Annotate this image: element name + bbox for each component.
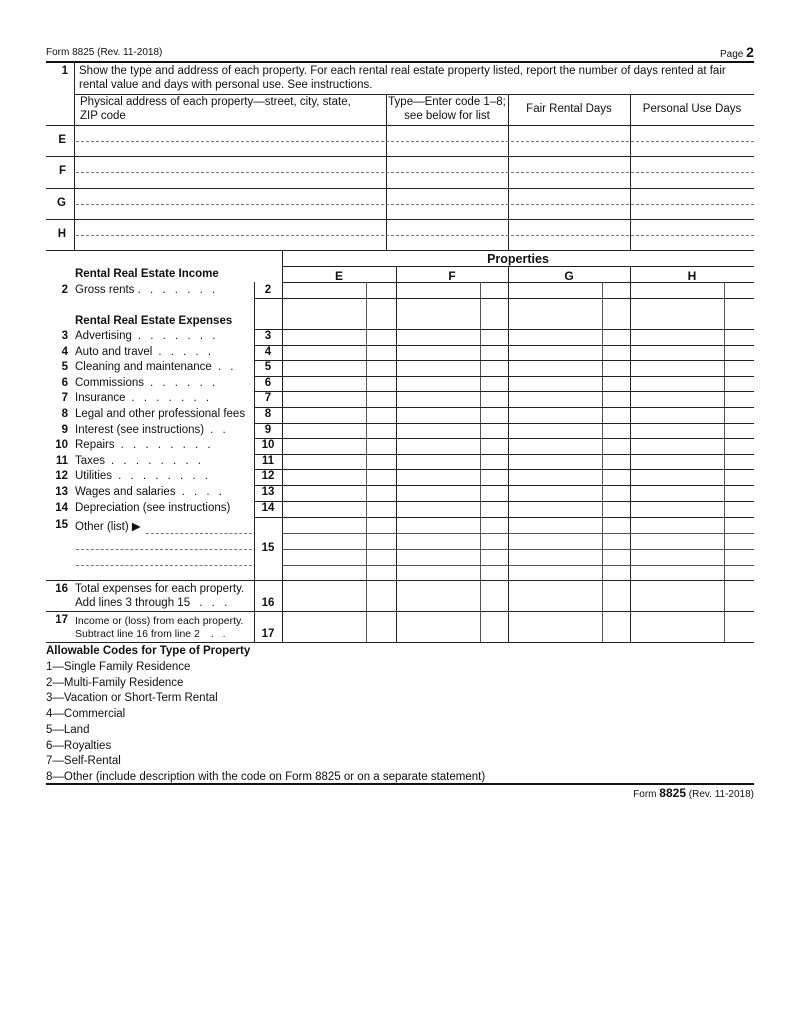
line-4-text: Auto and travel	[75, 345, 153, 358]
property-f-line-10-amount-input[interactable]	[398, 440, 478, 452]
other-list-label: Other (list) ▶	[75, 521, 141, 533]
property-row-label-g: G	[57, 197, 66, 209]
box-12: 12	[261, 470, 275, 483]
property-g-line-4-amount-input[interactable]	[510, 347, 600, 359]
line-5-text: Cleaning and maintenance	[75, 361, 212, 374]
property-g-line-11-amount-input[interactable]	[510, 456, 600, 468]
line-17-bottom	[46, 642, 754, 643]
property-e-line-3-amount-input[interactable]	[284, 331, 364, 343]
line-5-number: 5	[61, 361, 68, 374]
line-17-dots: . .	[210, 628, 229, 640]
line-13-label	[75, 486, 225, 498]
codes-heading: Allowable Codes for Type of Property	[46, 645, 251, 657]
property-e-line-7-amount-input[interactable]	[284, 393, 364, 405]
properties-col-f: F	[448, 269, 456, 283]
page-word: Page	[720, 49, 744, 60]
other-list-line-3	[76, 565, 252, 566]
property-e-left	[282, 250, 283, 642]
line-15-number: 15	[55, 519, 68, 531]
property-h-line-16-amount-input[interactable]	[632, 597, 722, 609]
property-f-line-7-amount-input[interactable]	[398, 393, 478, 405]
property-h-personal-days-input[interactable]	[634, 222, 750, 235]
page-number: 2	[746, 44, 754, 60]
footer-form-label	[620, 786, 754, 800]
line-9-dots: . .	[210, 423, 229, 436]
property-f-line-9-amount-input[interactable]	[398, 425, 478, 437]
property-e-address-input[interactable]	[80, 128, 380, 141]
footer-rev: (Rev. 11-2018)	[688, 789, 754, 800]
property-h-line-5-amount-input[interactable]	[632, 362, 722, 374]
property-g-line-7-amount-input[interactable]	[510, 393, 600, 405]
type-column-header-2: see below for list	[404, 110, 490, 122]
line-8-number: 8	[61, 408, 68, 420]
property-g-type-input[interactable]	[390, 191, 504, 204]
line-14-number: 14	[55, 501, 68, 514]
box-2: 2	[264, 284, 272, 296]
line-9-top-rule	[254, 423, 754, 424]
property-g-line-16-amount-input[interactable]	[510, 597, 600, 609]
line-9-label	[75, 424, 229, 436]
property-h-line-10-amount-input[interactable]	[632, 440, 722, 452]
gross-rents-label	[75, 284, 218, 296]
address-column-header-1: Physical address of each property—street, city, state,	[80, 96, 351, 108]
line-5-label	[75, 361, 236, 373]
property-g-address-input[interactable]	[80, 191, 380, 204]
line-8-text: Legal and other professional fees	[75, 408, 246, 420]
line-15-bottom	[46, 580, 754, 581]
line-6-label	[75, 377, 218, 389]
property-g-line-5-amount-input[interactable]	[510, 362, 600, 374]
property-f-line-14-amount-input[interactable]	[398, 503, 478, 515]
line-8-label	[75, 408, 245, 420]
box-5: 5	[264, 361, 272, 374]
property-g-line-10-amount-input[interactable]	[510, 440, 600, 452]
line-14-text: Depreciation (see instructions)	[75, 501, 231, 514]
code-item: 7—Self-Rental	[46, 755, 121, 768]
property-e-line-13-amount-input[interactable]	[284, 487, 364, 499]
row-e-bottom	[46, 156, 754, 157]
property-h-type-input[interactable]	[390, 222, 504, 235]
property-g-line-8-amount-input[interactable]	[510, 409, 600, 421]
property-h-line-7-amount-input[interactable]	[632, 393, 722, 405]
property-g-line-6-amount-input[interactable]	[510, 378, 600, 390]
line-1-number: 1	[61, 65, 68, 77]
property-f-line-12-amount-input[interactable]	[398, 471, 478, 483]
line1-header-bottom	[46, 125, 754, 126]
properties-col-rule	[282, 282, 754, 283]
property-f-line-15-amount-input[interactable]	[398, 567, 478, 579]
form-revision-label: Form 8825 (Rev. 11-2018)	[46, 47, 163, 58]
line-6-dots: . . . . . .	[150, 376, 219, 389]
line-13-text: Wages and salaries	[75, 486, 176, 498]
property-h-line-13-amount-input[interactable]	[632, 487, 722, 499]
properties-title-rule	[282, 266, 754, 267]
code-item: 6—Royalties	[46, 739, 112, 752]
property-f-line-11-amount-input[interactable]	[398, 456, 478, 468]
box-17: 17	[261, 628, 275, 640]
line-12-label	[75, 470, 211, 482]
box-13: 13	[261, 486, 275, 498]
code-item: 3—Vacation or Short-Term Rental	[46, 692, 218, 705]
line-15-sub-2	[282, 549, 754, 550]
gross-rents-dots: . . . . . . .	[137, 284, 219, 296]
line-16-dots: . . .	[199, 597, 231, 609]
box-7: 7	[264, 392, 272, 405]
line-13-number: 13	[55, 486, 68, 498]
line-2-number: 2	[61, 284, 68, 296]
line-11-label	[75, 455, 204, 467]
properties-col-h: H	[687, 269, 697, 283]
box-16: 16	[261, 597, 275, 609]
property-e-line-5-amount-input[interactable]	[284, 362, 364, 374]
line-7-text: Insurance	[75, 392, 126, 405]
properties-col-e: E	[334, 269, 343, 283]
property-g-cents	[602, 282, 603, 642]
line-15-sub-3	[282, 565, 754, 566]
other-expense-description-input-2[interactable]	[78, 536, 252, 548]
line1-table-bottom	[46, 250, 754, 251]
property-e-line-14-amount-input[interactable]	[284, 503, 364, 515]
property-f-cents	[480, 282, 481, 642]
line-7-top-rule	[254, 391, 754, 392]
property-f-fair-days-input[interactable]	[512, 159, 626, 172]
property-f-line-3-amount-input[interactable]	[398, 331, 478, 343]
box-15: 15	[261, 542, 275, 554]
row-h-divider	[76, 235, 754, 236]
line-2-bottom	[254, 298, 754, 299]
line-4-number: 4	[61, 345, 68, 358]
line-9-number: 9	[61, 423, 68, 436]
line-4-label	[75, 346, 214, 358]
line-10-dots: . . . . . . . .	[120, 439, 214, 452]
property-e-line-12-amount-input[interactable]	[284, 471, 364, 483]
property-e-type-input[interactable]	[390, 128, 504, 141]
property-e-line-6-amount-input[interactable]	[284, 378, 364, 390]
footer-form-word: Form	[633, 789, 657, 800]
property-g-line-2-amount-input[interactable]	[510, 285, 600, 297]
line-6-top-rule	[254, 376, 754, 377]
property-f-address-input[interactable]	[80, 159, 380, 172]
line-1-text-2: rental value and days with personal use. See instructions.	[79, 79, 373, 91]
property-h-line-17-amount-input[interactable]	[632, 628, 722, 640]
line-13-top-rule	[254, 485, 754, 486]
line-3-top-rule	[254, 329, 754, 330]
line-3-dots: . . . . . . .	[137, 330, 219, 342]
codes-list	[46, 660, 485, 786]
property-row-label-h: H	[57, 228, 66, 240]
property-g-fair-days-input[interactable]	[512, 191, 626, 204]
row-g-bottom	[46, 219, 754, 220]
line-11-top-rule	[254, 454, 754, 455]
properties-title: Properties	[487, 252, 549, 266]
property-h-fair-days-input[interactable]	[512, 222, 626, 235]
property-h-line-3-amount-input[interactable]	[632, 331, 722, 343]
line-14-top-rule	[254, 501, 754, 502]
line-11-text: Taxes	[75, 454, 106, 467]
property-g-line-13-amount-input[interactable]	[510, 487, 600, 499]
row-f-divider	[76, 172, 754, 173]
line1-header-top	[74, 94, 754, 95]
income-heading: Rental Real Estate Income	[75, 268, 219, 280]
line-10-top-rule	[254, 438, 754, 439]
line-16-number: 16	[55, 583, 68, 595]
line-17-text: Subtract line 16 from line 2	[75, 628, 200, 640]
line-17-label-2	[75, 628, 229, 640]
property-h-cents	[724, 282, 725, 642]
property-e-line-2-amount-input[interactable]	[284, 285, 364, 297]
property-e-line-11-amount-input[interactable]	[284, 456, 364, 468]
property-f-line-6-amount-input[interactable]	[398, 378, 478, 390]
fair-rental-days-header: Fair Rental Days	[526, 103, 612, 115]
property-h-line-12-amount-input[interactable]	[632, 471, 722, 483]
line-7-dots: . . . . . . .	[131, 392, 213, 405]
property-f-line-2-amount-input[interactable]	[398, 285, 478, 297]
line-8-top-rule	[254, 407, 754, 408]
property-e-personal-days-input[interactable]	[634, 128, 750, 141]
property-h-line-9-amount-input[interactable]	[632, 425, 722, 437]
box-9: 9	[264, 423, 272, 436]
line-5-top-rule	[254, 360, 754, 361]
property-f-line-4-amount-input[interactable]	[398, 347, 478, 359]
property-h-line-11-amount-input[interactable]	[632, 456, 722, 468]
footer-rule	[46, 783, 754, 785]
line-3-number: 3	[61, 330, 68, 342]
property-f-line-13-amount-input[interactable]	[398, 487, 478, 499]
property-f-line-8-amount-input[interactable]	[398, 409, 478, 421]
line-11-number: 11	[55, 454, 68, 467]
expenses-heading: Rental Real Estate Expenses	[75, 315, 233, 327]
box-8: 8	[264, 408, 272, 420]
line-16-label-1: Total expenses for each property.	[75, 583, 245, 595]
property-row-label-e: E	[58, 134, 66, 146]
property-e-line-17-amount-input[interactable]	[284, 628, 364, 640]
property-g-line-3-amount-input[interactable]	[510, 331, 600, 343]
line-11-dots: . . . . . . . .	[111, 454, 204, 467]
line-12-dots: . . . . . . . .	[118, 470, 211, 483]
property-h-line-2-amount-input[interactable]	[632, 285, 722, 297]
box-11: 11	[261, 454, 275, 467]
line-5-dots: . .	[217, 361, 237, 374]
properties-col-g: G	[564, 269, 574, 283]
property-f-type-input[interactable]	[390, 159, 504, 172]
other-list-line-1	[146, 533, 252, 534]
line-12-number: 12	[55, 470, 68, 483]
property-g-line-9-amount-input[interactable]	[510, 425, 600, 437]
line-15-sub-1	[282, 533, 754, 534]
line-16-text: Add lines 3 through 15	[75, 597, 191, 609]
box-4: 4	[264, 345, 272, 358]
property-h-line-15-amount-input[interactable]	[632, 567, 722, 579]
line-12-text: Utilities	[75, 470, 113, 483]
other-list-line-2	[76, 549, 252, 550]
property-row-label-f: F	[58, 165, 66, 177]
line-4-dots: . . . . .	[158, 345, 215, 358]
line-3-text: Advertising	[75, 330, 132, 342]
property-g-line-12-amount-input[interactable]	[510, 471, 600, 483]
property-e-line-9-amount-input[interactable]	[284, 425, 364, 437]
page-indicator	[720, 44, 754, 60]
line-4-top-rule	[254, 345, 754, 346]
property-e-line-10-amount-input[interactable]	[284, 440, 364, 452]
gross-rents-text: Gross rents	[75, 284, 135, 296]
header-rule	[46, 61, 754, 63]
row-f-bottom	[46, 188, 754, 189]
line-12-top-rule	[254, 469, 754, 470]
line-13-dots: . . . .	[181, 486, 225, 498]
property-f-line-16-amount-input[interactable]	[398, 597, 478, 609]
property-h-line-4-amount-input[interactable]	[632, 347, 722, 359]
property-f-line-5-amount-input[interactable]	[398, 362, 478, 374]
code-item: 2—Multi-Family Residence	[46, 676, 184, 689]
type-column-header-1: Type—Enter code 1–8;	[388, 96, 506, 108]
property-f-line-17-amount-input[interactable]	[398, 628, 478, 640]
property-h-line-14-amount-input[interactable]	[632, 503, 722, 515]
personal-use-days-header: Personal Use Days	[642, 103, 742, 115]
row-g-divider	[76, 204, 754, 205]
line-10-number: 10	[55, 439, 68, 452]
line-17-number: 17	[55, 614, 68, 626]
property-e-line-4-amount-input[interactable]	[284, 347, 364, 359]
line-16-bottom	[46, 611, 754, 612]
property-h-address-input[interactable]	[80, 222, 380, 235]
box-6: 6	[264, 376, 272, 389]
property-h-line-8-amount-input[interactable]	[632, 409, 722, 421]
footer-form-number: 8825	[659, 786, 686, 800]
property-e-cents	[366, 282, 367, 642]
line-17-label-1: Income or (loss) from each property.	[75, 615, 244, 627]
property-e-fair-days-input[interactable]	[512, 128, 626, 141]
code-item: 8—Other (include description with the code on Form 8825 or on a separate statement)	[46, 770, 486, 783]
line-6-number: 6	[61, 376, 68, 389]
box-14: 14	[261, 501, 275, 514]
code-item: 1—Single Family Residence	[46, 661, 191, 673]
code-item: 5—Land	[46, 723, 90, 736]
row-e-divider	[76, 141, 754, 142]
property-g-line-14-amount-input[interactable]	[510, 503, 600, 515]
line-1-text-1: Show the type and address of each property. For each rental real estate property listed, report the number of days rented at fair	[79, 65, 726, 77]
line-10-label	[75, 439, 214, 451]
other-expense-description-input-1[interactable]	[148, 520, 252, 532]
box-10: 10	[261, 439, 275, 452]
line-3-label	[75, 330, 218, 342]
property-g-line-17-amount-input[interactable]	[510, 628, 600, 640]
property-g-line-15-amount-input[interactable]	[510, 567, 600, 579]
property-h-line-6-amount-input[interactable]	[632, 378, 722, 390]
line-14-bottom	[254, 517, 754, 518]
property-e-line-16-amount-input[interactable]	[284, 597, 364, 609]
property-e-line-8-amount-input[interactable]	[284, 409, 364, 421]
line-16-label-2	[75, 597, 230, 609]
address-column-header-2: ZIP code	[80, 110, 126, 122]
property-e-line-15-amount-input[interactable]	[284, 567, 364, 579]
other-expense-description-input-3[interactable]	[78, 552, 252, 564]
line-7-number: 7	[61, 392, 68, 405]
property-f-personal-days-input[interactable]	[634, 159, 750, 172]
line-14-label	[75, 502, 230, 514]
line-9-text: Interest (see instructions)	[75, 423, 205, 436]
box-3: 3	[264, 330, 272, 342]
line-7-label	[75, 392, 212, 404]
property-g-personal-days-input[interactable]	[634, 191, 750, 204]
line-6-text: Commissions	[75, 376, 145, 389]
code-item: 4—Commercial	[46, 708, 126, 721]
line-10-text: Repairs	[75, 439, 115, 452]
